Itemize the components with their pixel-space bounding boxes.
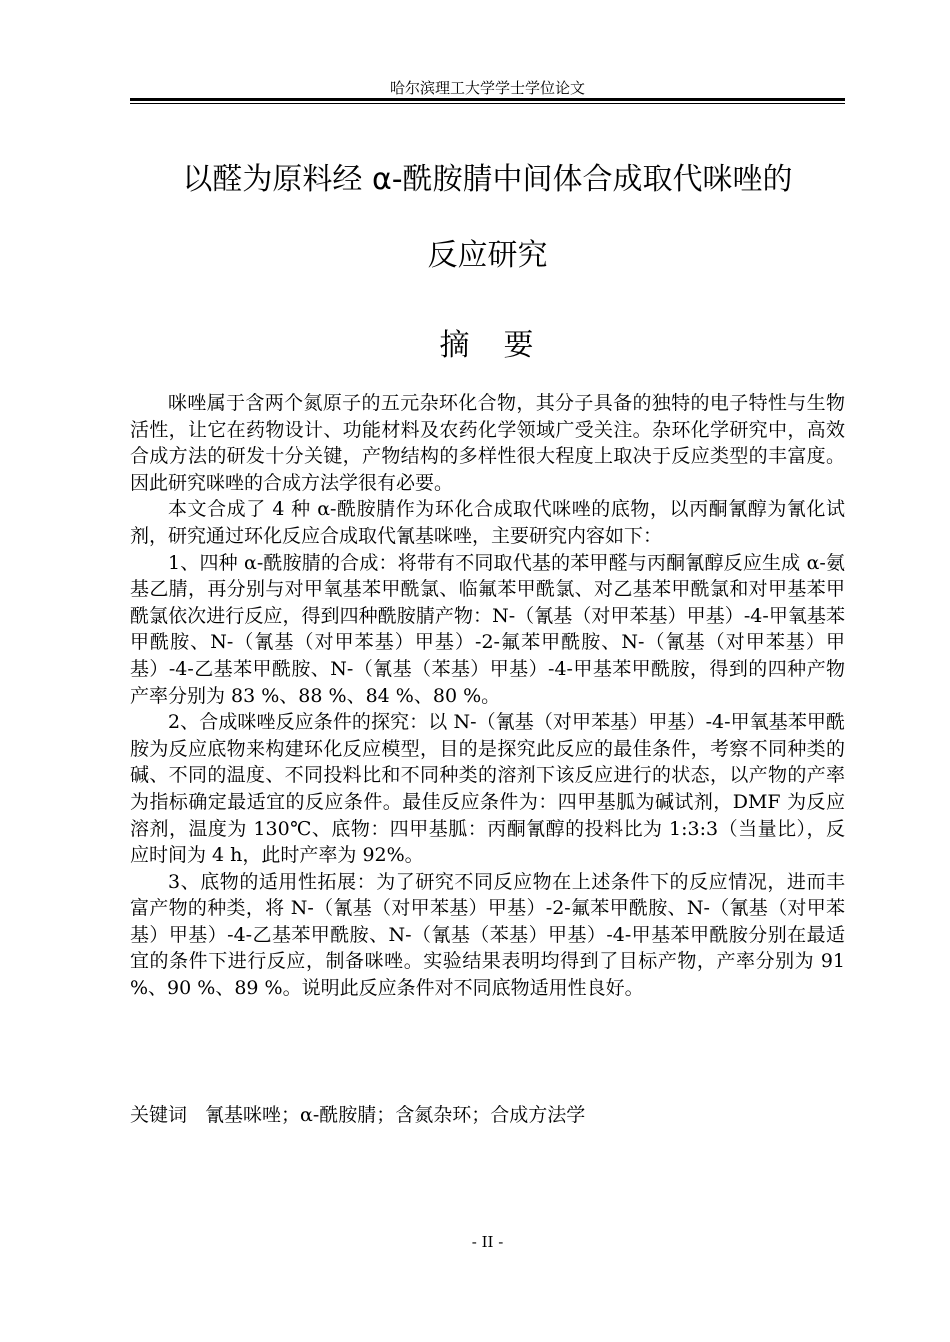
running-header: 哈尔滨理工大学学士学位论文 — [389, 79, 585, 97]
abstract-paragraph-2: 本文合成了 4 种 α-酰胺腈作为环化合成取代咪唑的底物，以丙酮氰醇为氰化试剂，研究通过环化反应合成取代氰基咪唑，主要研究内容如下： — [130, 498, 845, 547]
header-rule-thick — [130, 98, 845, 101]
page-number: - II - — [471, 1233, 504, 1251]
abstract-paragraph-4: 2、合成咪唑反应条件的探究：以 N-（氰基（对甲苯基）甲基）-4-甲氧基苯甲酰胺为反应底物来构建环化反应模型，目的是探究此反应的最佳条件，考察不同种类的碱、不同的温度、不同投料比和不同种类的溶剂下该反应进行的状态，以产物的产率为指标确定最适宜的反应条件。最佳反应条件为：四甲基胍为碱试剂，DMF 为反应溶剂，温度为 130℃、底物：四甲基胍：丙酮氰醇的投料比为 1:3:3（当量比），反应时间为 4 h，此时产率为 92%。 — [130, 711, 845, 867]
abstract-paragraph-1: 咪唑属于含两个氮原子的五元杂环化合物，其分子具备的独特的电子特性与生物活性，让它在药物设计、功能材料及农药化学领域广受关注。杂环化学研究中，高效合成方法的研发十分关键，产物结构的多样性很大程度上取决于反应类型的丰富度。因此研究咪唑的合成方法学很有必要。 — [130, 392, 845, 494]
abstract-paragraph-3: 1、四种 α-酰胺腈的合成：将带有不同取代基的苯甲醛与丙酮氰醇反应生成 α-氨基乙腈，再分别与对甲氧基苯甲酰氯、临氟苯甲酰氯、对乙基苯甲酰氯和对甲基苯甲酰氯依次进行反应，得到四种酰胺腈产物：N-（氰基（对甲苯基）甲基）-4-甲氧基苯甲酰胺、N-（氰基（对甲苯基）甲基）-2-氟苯甲酰胺、N-（氰基（对甲苯基）甲基）-4-乙基苯甲酰胺、N-（氰基（苯基）甲基）-4-甲基苯甲酰胺，得到的四种产物产率分别为 83 %、88 %、84 %、80 %。 — [130, 551, 845, 707]
thesis-title-line-2: 反应研究 — [427, 238, 548, 273]
thesis-title-line-1: 以醛为原料经 α-酰胺腈中间体合成取代咪唑的 — [182, 162, 793, 197]
abstract-heading: 摘 要 — [439, 328, 536, 363]
abstract-body — [130, 390, 845, 1002]
keywords-text: 氰基咪唑；α-酰胺腈；含氮杂环；合成方法学 — [205, 1104, 586, 1126]
keywords-label: 关键词 — [130, 1104, 188, 1126]
header-rule-thin — [130, 103, 845, 104]
keywords-line — [130, 1102, 845, 1128]
abstract-paragraph-5: 3、底物的适用性拓展：为了研究不同反应物在上述条件下的反应情况，进而丰富产物的种类，将 N-（氰基（对甲苯基）甲基）-2-氟苯甲酰胺、N-（氰基（对甲苯基）甲基）-4-乙基苯甲酰胺、N-（氰基（苯基）甲基）-4-甲基苯甲酰胺分别在最适宜的条件下进行反应，制备咪唑。实验结果表明均得到了目标产物，产率分别为 91 %、90 %、89 %。说明此反应条件对不同底物适用性良好。 — [130, 870, 845, 1000]
